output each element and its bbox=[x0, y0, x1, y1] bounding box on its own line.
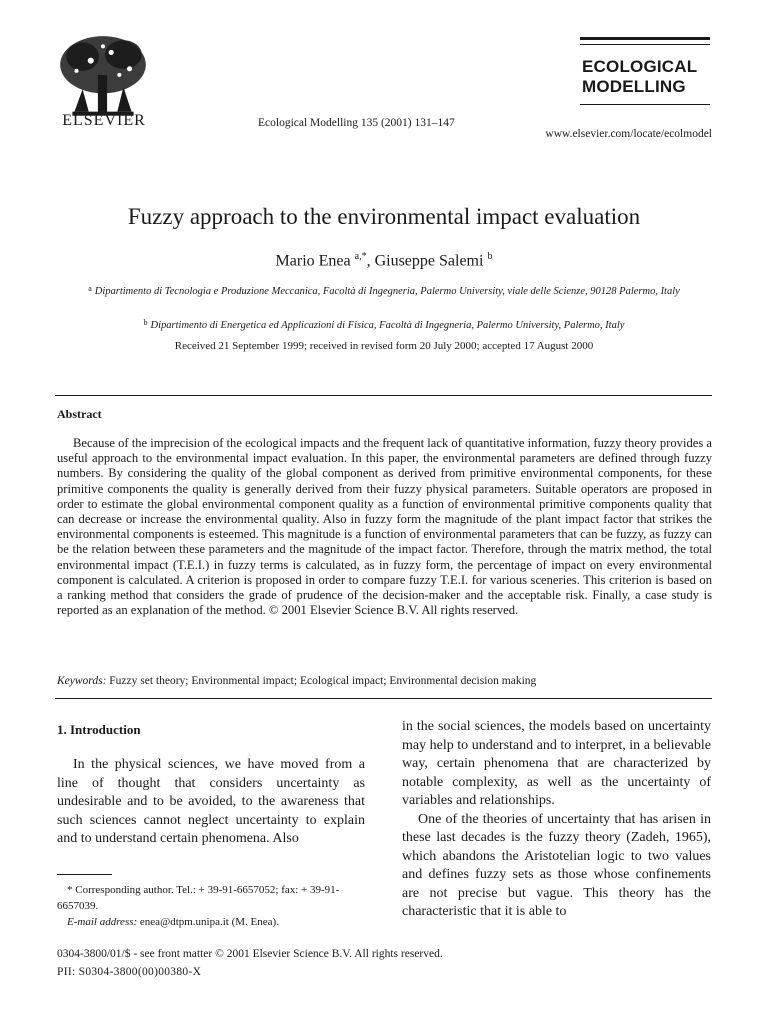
abstract-rule bbox=[55, 698, 712, 699]
pii-line: PII: S0304-3800(00)00380-X bbox=[57, 966, 202, 978]
body-paragraph: In the physical sciences, we have moved from a line of thought that considers uncertainty as undesirable and to be avoided, to the awareness that such sciences cannot neglect uncertainty to explain and to understand certain phenomena. Also bbox=[57, 757, 365, 846]
affiliation-mark: a bbox=[88, 284, 92, 293]
journal-rule bbox=[580, 104, 710, 105]
keywords-text: Fuzzy set theory; Environmental impact; Ecological impact; Environmental decision making bbox=[109, 675, 537, 687]
journal-rule bbox=[580, 37, 710, 40]
author-affiliation-mark: b bbox=[487, 251, 493, 262]
email-label: E-mail address: bbox=[67, 916, 138, 928]
keywords bbox=[57, 675, 536, 687]
author-name: Mario Enea bbox=[275, 252, 351, 270]
affiliation bbox=[50, 281, 718, 299]
affiliation-text: Dipartimento di Tecnologia e Produzione Meccanica, Facoltà di Ingegneria, Palermo University, viale delle Scienze, 90128 Palermo, Italy bbox=[94, 286, 680, 297]
journal-citation: Ecological Modelling 135 (2001) 131–147 bbox=[258, 117, 455, 129]
right-column bbox=[402, 718, 711, 922]
paper-title: Fuzzy approach to the environmental impact evaluation bbox=[127, 204, 641, 229]
issn-line: 0304-3800/01/$ - see front matter © 2001 Elsevier Science B.V. All rights reserved. bbox=[57, 948, 443, 960]
received-dates: Received 21 September 1999; received in revised form 20 July 2000; accepted 17 August 2000 bbox=[174, 340, 594, 352]
footnote-rule bbox=[57, 874, 112, 875]
journal-title-line: ECOLOGICAL bbox=[582, 57, 698, 76]
affiliation-mark: b bbox=[143, 318, 148, 327]
abstract-text: Because of the imprecision of the ecological impacts and the frequent lack of quantitative information, fuzzy theory provides a useful approach to the environmental impact evaluation. In this paper, the environmental parameters are defined through fuzzy numbers. By considering the quality of the global component as derived from primitive environmental components, for these primitive components the quality is generally derived from their fuzzy physical parameters. Suitable operators are proposed in order to estimate the global environmental component quality as a function of environmental primitive components quality that can decrease or increase the environmental quality. Also in fuzzy form the magnitude of the plant impact factor that strikes the environmental components is esteemed. This magnitude is a function of environmental parameters that can be fuzzy, as fuzzy can be the relation between these parameters and the magnitude of the impact factor. Therefore, through the matrix method, the total environmental impact (T.E.I.) in fuzzy terms is calculated, as in fuzzy form, the percentage of impact on every environmental component is calculated. A criterion is proposed in order to compare fuzzy T.E.I. for various sceneries. This criterion is based on a ranking method that considers the grade of prudence of the decision-maker and the acceptable risk. Finally, a case study is reported as an explanation of the method. © 2001 Elsevier Science B.V. All rights reserved. bbox=[57, 436, 712, 618]
footnote bbox=[57, 882, 365, 930]
abstract-heading: Abstract bbox=[57, 407, 102, 421]
body-paragraph: One of the theories of uncertainty that has arisen in these last decades is the fuzzy theory (Zadeh, 1965), which abandons the Aristotelian logic to two values and defines fuzzy sets as those whose confinements are not precise but vague. This theory has the characteristic that it is able to bbox=[402, 811, 711, 919]
email-address[interactable]: enea@dtpm.unipa.it (M. Enea). bbox=[137, 916, 279, 928]
journal-url[interactable]: www.elsevier.com/locate/ecolmodel bbox=[545, 128, 712, 140]
journal-title-line: MODELLING bbox=[582, 77, 686, 96]
email-note bbox=[57, 914, 365, 930]
keywords-label: Keywords: bbox=[57, 675, 107, 687]
author-affiliation-mark: a,* bbox=[354, 251, 367, 262]
author-name: Giuseppe Salemi bbox=[374, 252, 484, 270]
affiliation bbox=[50, 315, 718, 333]
author-separator: , bbox=[366, 252, 375, 270]
corresponding-author-note: * Corresponding author. Tel.: + 39-91-6657052; fax: + 39-91-6657039. bbox=[57, 884, 340, 912]
abstract-rule bbox=[55, 395, 712, 396]
body-paragraph: in the social sciences, the models based on uncertainty may help to understand and to interpret, in a believable way, certain phenomena that are characterized by notable complexity, as well as the uncertainty of variables and relationships. bbox=[402, 719, 711, 808]
left-column bbox=[57, 756, 365, 849]
affiliation-text: Dipartimento di Energetica ed Applicazioni di Fisica, Facoltà di Ingegneria, Palermo University, Palermo, Italy bbox=[150, 320, 625, 331]
author-list bbox=[0, 251, 768, 270]
journal-title bbox=[582, 57, 714, 97]
journal-rule bbox=[580, 44, 710, 45]
section-heading: 1. Introduction bbox=[57, 722, 141, 737]
publisher-name: ELSEVIER bbox=[62, 112, 146, 129]
